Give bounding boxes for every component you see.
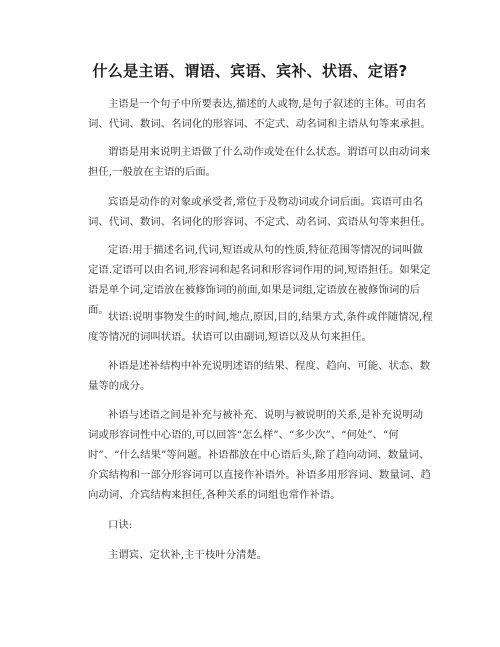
paragraph-adverbial: 状语:说明事物发生的时间,地点,原因,目的,结果方式,条件或伴随情况,程度等情况的词叫状语。状语可以由副词,短语以及从句来担任。	[88, 311, 433, 343]
paragraph-complement: 补语是述补结构中补充说明述语的结果、程度、趋向、可能、状态、数量等的成分。	[88, 360, 431, 392]
paragraph-object: 宾语是动作的对象或承受者,常位于及物动词或介词后面。宾语可由名词、代词、数词、名词化的形容词、不定式、动名词、宾语从句等来担任。	[88, 196, 431, 228]
paragraph-attributive: 定语:用于描述名词,代词,短语或从句的性质,特征范围等情况的词叫做定语.定语可以由名词,形容词和起名词和形容词作用的词,短语担任。如果定语是单个词,定语放在被修饰词的前面,如果是词组,定语放在被修饰词的后面。	[88, 244, 431, 316]
paragraph-mnemonic-label: 口诀:	[108, 519, 133, 531]
paragraph-subject: 主语是一个句子中所要表达,描述的人或物,是句子叙述的主体。可由名词、代词、数词、名词化的形容词、不定式、动名词和主语从句等来承担。	[88, 98, 431, 130]
paragraph-mnemonic: 主谓宾、定状补,主干枝叶分清楚。	[108, 549, 268, 561]
document-title: 什么是主语、谓语、宾语、宾补、状语、定语?	[92, 62, 408, 80]
paragraph-complement-detail: 补语与述语之间是补充与被补充、说明与被说明的关系,是补充说明动词或形容词性中心语的,可以回答“怎么样”、“多少次”、“何处”、“何时”、“什么结果”等问题。补语都放在中心语后头,除了趋向动词、数量词、介宾结构和一部分形容词可以直接作补语外。补语多用形容词、数量词、趋向动词、介宾结构来担任,各种关系的词组也常作补语。	[88, 409, 431, 501]
paragraph-predicate: 谓语是用来说明主语做了什么动作或处在什么状态。谓语可以由动词来担任,一般放在主语的后面。	[88, 146, 431, 178]
